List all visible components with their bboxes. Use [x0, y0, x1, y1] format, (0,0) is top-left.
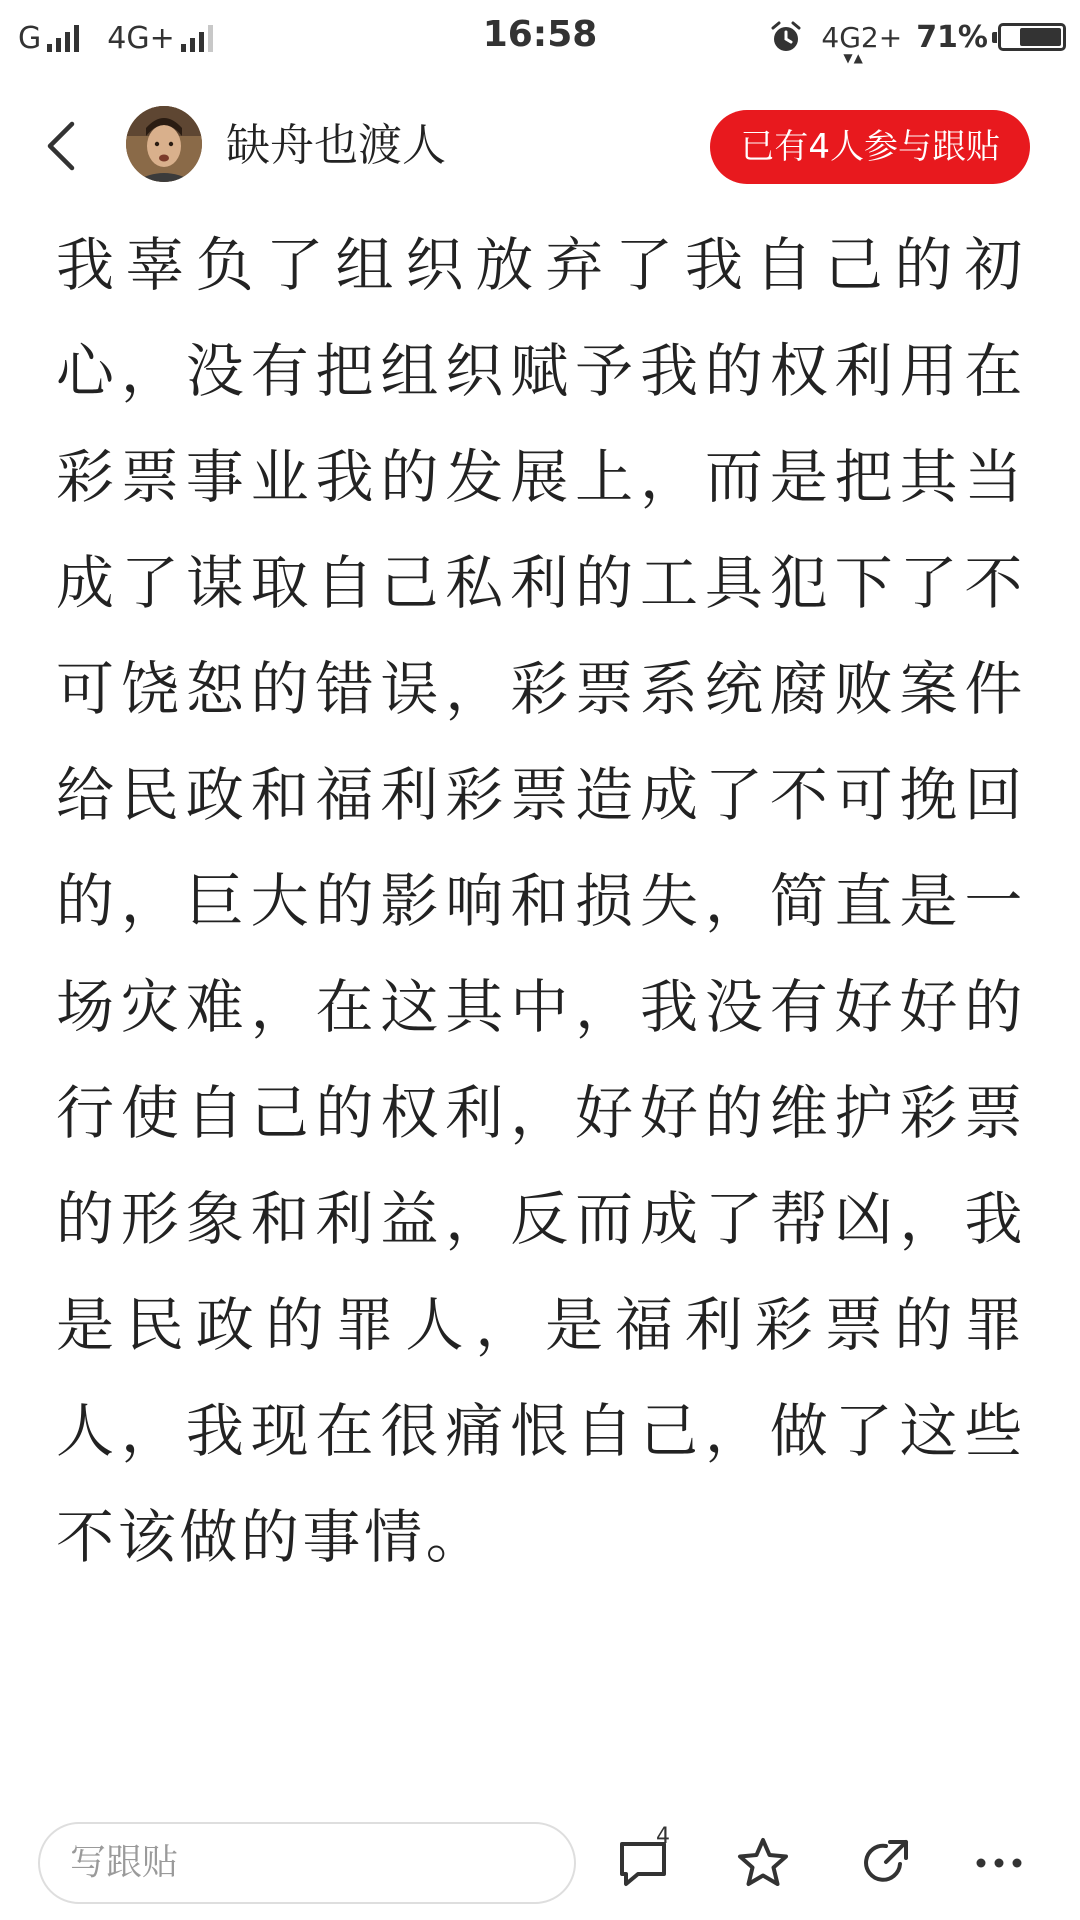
more-icon[interactable] — [970, 1834, 1028, 1892]
carrier-2: 4G+ — [107, 20, 175, 56]
data-arrows-icon: ▼▲ — [843, 50, 864, 65]
star-icon[interactable] — [734, 1834, 792, 1892]
status-right — [769, 14, 1066, 65]
alarm-icon — [769, 20, 803, 54]
share-icon[interactable] — [856, 1834, 914, 1892]
network-sub: 2+ — [860, 20, 903, 54]
status-time: 16:58 — [482, 14, 598, 55]
battery-fill — [1020, 28, 1061, 46]
comment-count: 4 — [656, 1824, 670, 1849]
back-icon[interactable] — [34, 116, 94, 176]
reply-input[interactable]: 写跟贴 — [38, 1822, 576, 1904]
carrier-1: G — [18, 20, 42, 56]
status-bar — [0, 0, 1080, 76]
network-label: 4G — [821, 20, 861, 54]
username[interactable]: 缺舟也渡人 — [226, 120, 446, 171]
post-body-text: 我辜负了组织放弃了我自己的初心，没有把组织赋予我的权利用在彩票事业我的发展上，而是把其当成了谋取自己私利的工具犯下了不可饶恕的错误，彩票系统腐败案件给民政和福利彩票造成了不可挽回的，巨大的影响和损失，简直是一场灾难，在这其中，我没有好好的行使自己的权利，好好的维护彩票的形象和利益，反而成了帮凶，我是民政的罪人，是福利彩票的罪人，我现在很痛恨自己，做了这些不该做的事情。 — [56, 231, 1026, 1571]
participants-badge[interactable]: 已有4人参与跟贴 — [710, 110, 1030, 184]
avatar[interactable] — [126, 106, 202, 182]
post-header — [0, 90, 1080, 200]
network-indicator — [821, 20, 903, 65]
battery-percent: 71% — [916, 19, 988, 55]
battery-icon — [998, 23, 1066, 51]
bottom-bar — [0, 1812, 1080, 1920]
